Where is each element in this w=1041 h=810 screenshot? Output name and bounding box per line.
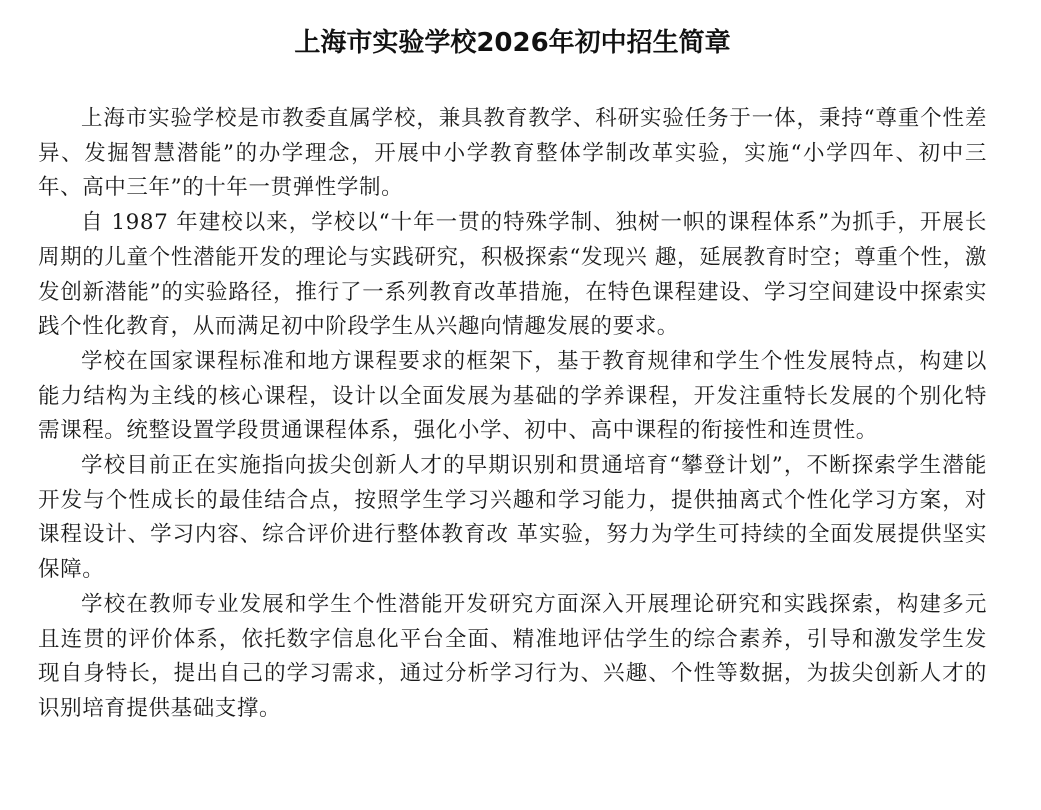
paragraph-climbing-plan: 学校目前正在实施指向拔尖创新人才的早期识别和贯通培育“攀登计划”，不断探索学生潜能开发与个性成长的最佳结合点，按照学生学习兴趣和学习能力，提供抽离式个性化学习方案，对课程设计、学习内容、综合评价进行整体教育改 革实验，努力为学生可持续的全面发展提供坚实保障。 (38, 453, 987, 583)
paragraph-intro: 上海市实验学校是市教委直属学校，兼具教育教学、科研实验任务于一体，秉持“尊重个性差异、发掘智慧潜能”的办学理念，开展中小学教育整体学制改革实验，实施“小学四年、初中三年、高中三年”的十年一贯弹性学制。 (38, 106, 987, 201)
paragraph-history: 自 1987 年建校以来，学校以“十年一贯的特殊学制、独树一帜的课程体系”为抓手，开展长周期的儿童个性潜能开发的理论与实践研究，积极探索“发现兴 趣，延展教育时空；尊重个性，激发创新潜能”的实验路径，推行了一系列教育改革措施，在特色课程建设、学习空间建设中探索实践个性化教育，从而满足初中阶段学生从兴趣向情趣发展的要求。 (38, 210, 987, 340)
paragraph-evaluation: 学校在教师专业发展和学生个性潜能开发研究方面深入开展理论研究和实践探索，构建多元且连贯的评价体系，依托数字信息化平台全面、精准地评估学生的综合素养，引导和激发学生发现自身特长，提出自己的学习需求，通过分析学习行为、兴趣、个性等数据，为拔尖创新人才的识别培育提供基础支撑。 (38, 591, 987, 721)
document-body (38, 102, 987, 727)
document-title: 上海市实验学校2026年初中招生简章 (294, 28, 731, 58)
paragraph-curriculum: 学校在国家课程标准和地方课程要求的框架下，基于教育规律和学生个性发展特点，构建以能力结构为主线的核心课程，设计以全面发展为基础的学养课程，开发注重特长发展的个别化特需课程。统整设置学段贯通课程体系，强化小学、初中、高中课程的衔接性和连贯性。 (38, 348, 987, 444)
